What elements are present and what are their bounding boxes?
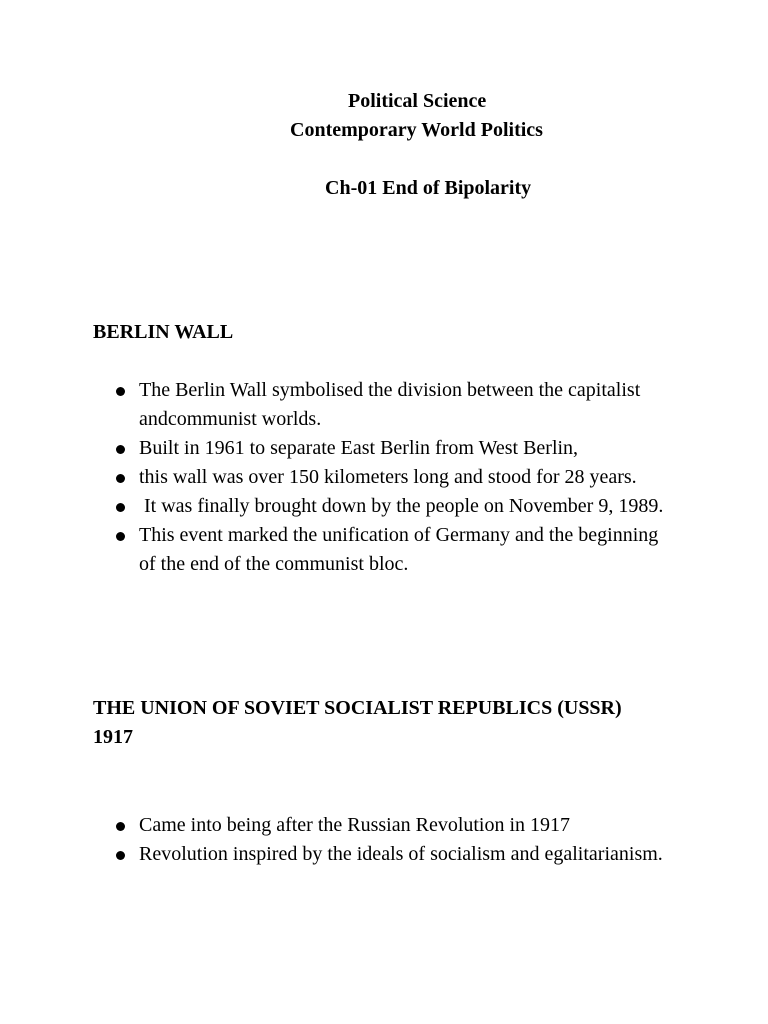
bullet-list-berlin-wall [139, 376, 679, 579]
bullet-dot-icon [116, 474, 125, 483]
list-item-text: It was finally brought down by the people on November 9, 1989. [139, 495, 664, 517]
bullet-dot-icon [116, 851, 125, 860]
book-title: Contemporary World Politics [290, 119, 543, 141]
list-item [139, 434, 679, 463]
list-item-text: this wall was over 150 kilometers long and stood for 28 years. [139, 466, 637, 488]
section-heading-text: BERLIN WALL [93, 321, 234, 343]
list-item [139, 492, 679, 521]
list-item [139, 463, 679, 492]
list-item-text: Came into being after the Russian Revolution in 1917 [139, 814, 571, 836]
subject-title: Political Science [348, 90, 487, 112]
list-item-text: Built in 1961 to separate East Berlin from West Berlin, [139, 437, 579, 459]
section-heading-ussr [93, 694, 653, 752]
bullet-dot-icon [116, 387, 125, 396]
list-item-text: The Berlin Wall symbolised the division between the capitalist andcommunist worlds. [139, 379, 641, 430]
list-item [139, 376, 679, 434]
section-heading-berlin-wall [93, 318, 653, 347]
chapter-title: Ch-01 End of Bipolarity [325, 177, 532, 199]
list-item [139, 521, 679, 579]
bullet-dot-icon [116, 503, 125, 512]
bullet-list-ussr [139, 811, 679, 869]
bullet-dot-icon [116, 532, 125, 541]
list-item-text: This event marked the unification of Germany and the beginning of the end of the communist bloc. [139, 524, 659, 575]
section-heading-text: THE UNION OF SOVIET SOCIALIST REPUBLICS (USSR) [93, 697, 622, 719]
bullet-dot-icon [116, 445, 125, 454]
list-item [139, 840, 679, 869]
list-item-text: Revolution inspired by the ideals of socialism and egalitarianism. [139, 843, 663, 865]
list-item [139, 811, 679, 840]
section-subheading-year: 1917 [93, 726, 133, 748]
bullet-dot-icon [116, 822, 125, 831]
